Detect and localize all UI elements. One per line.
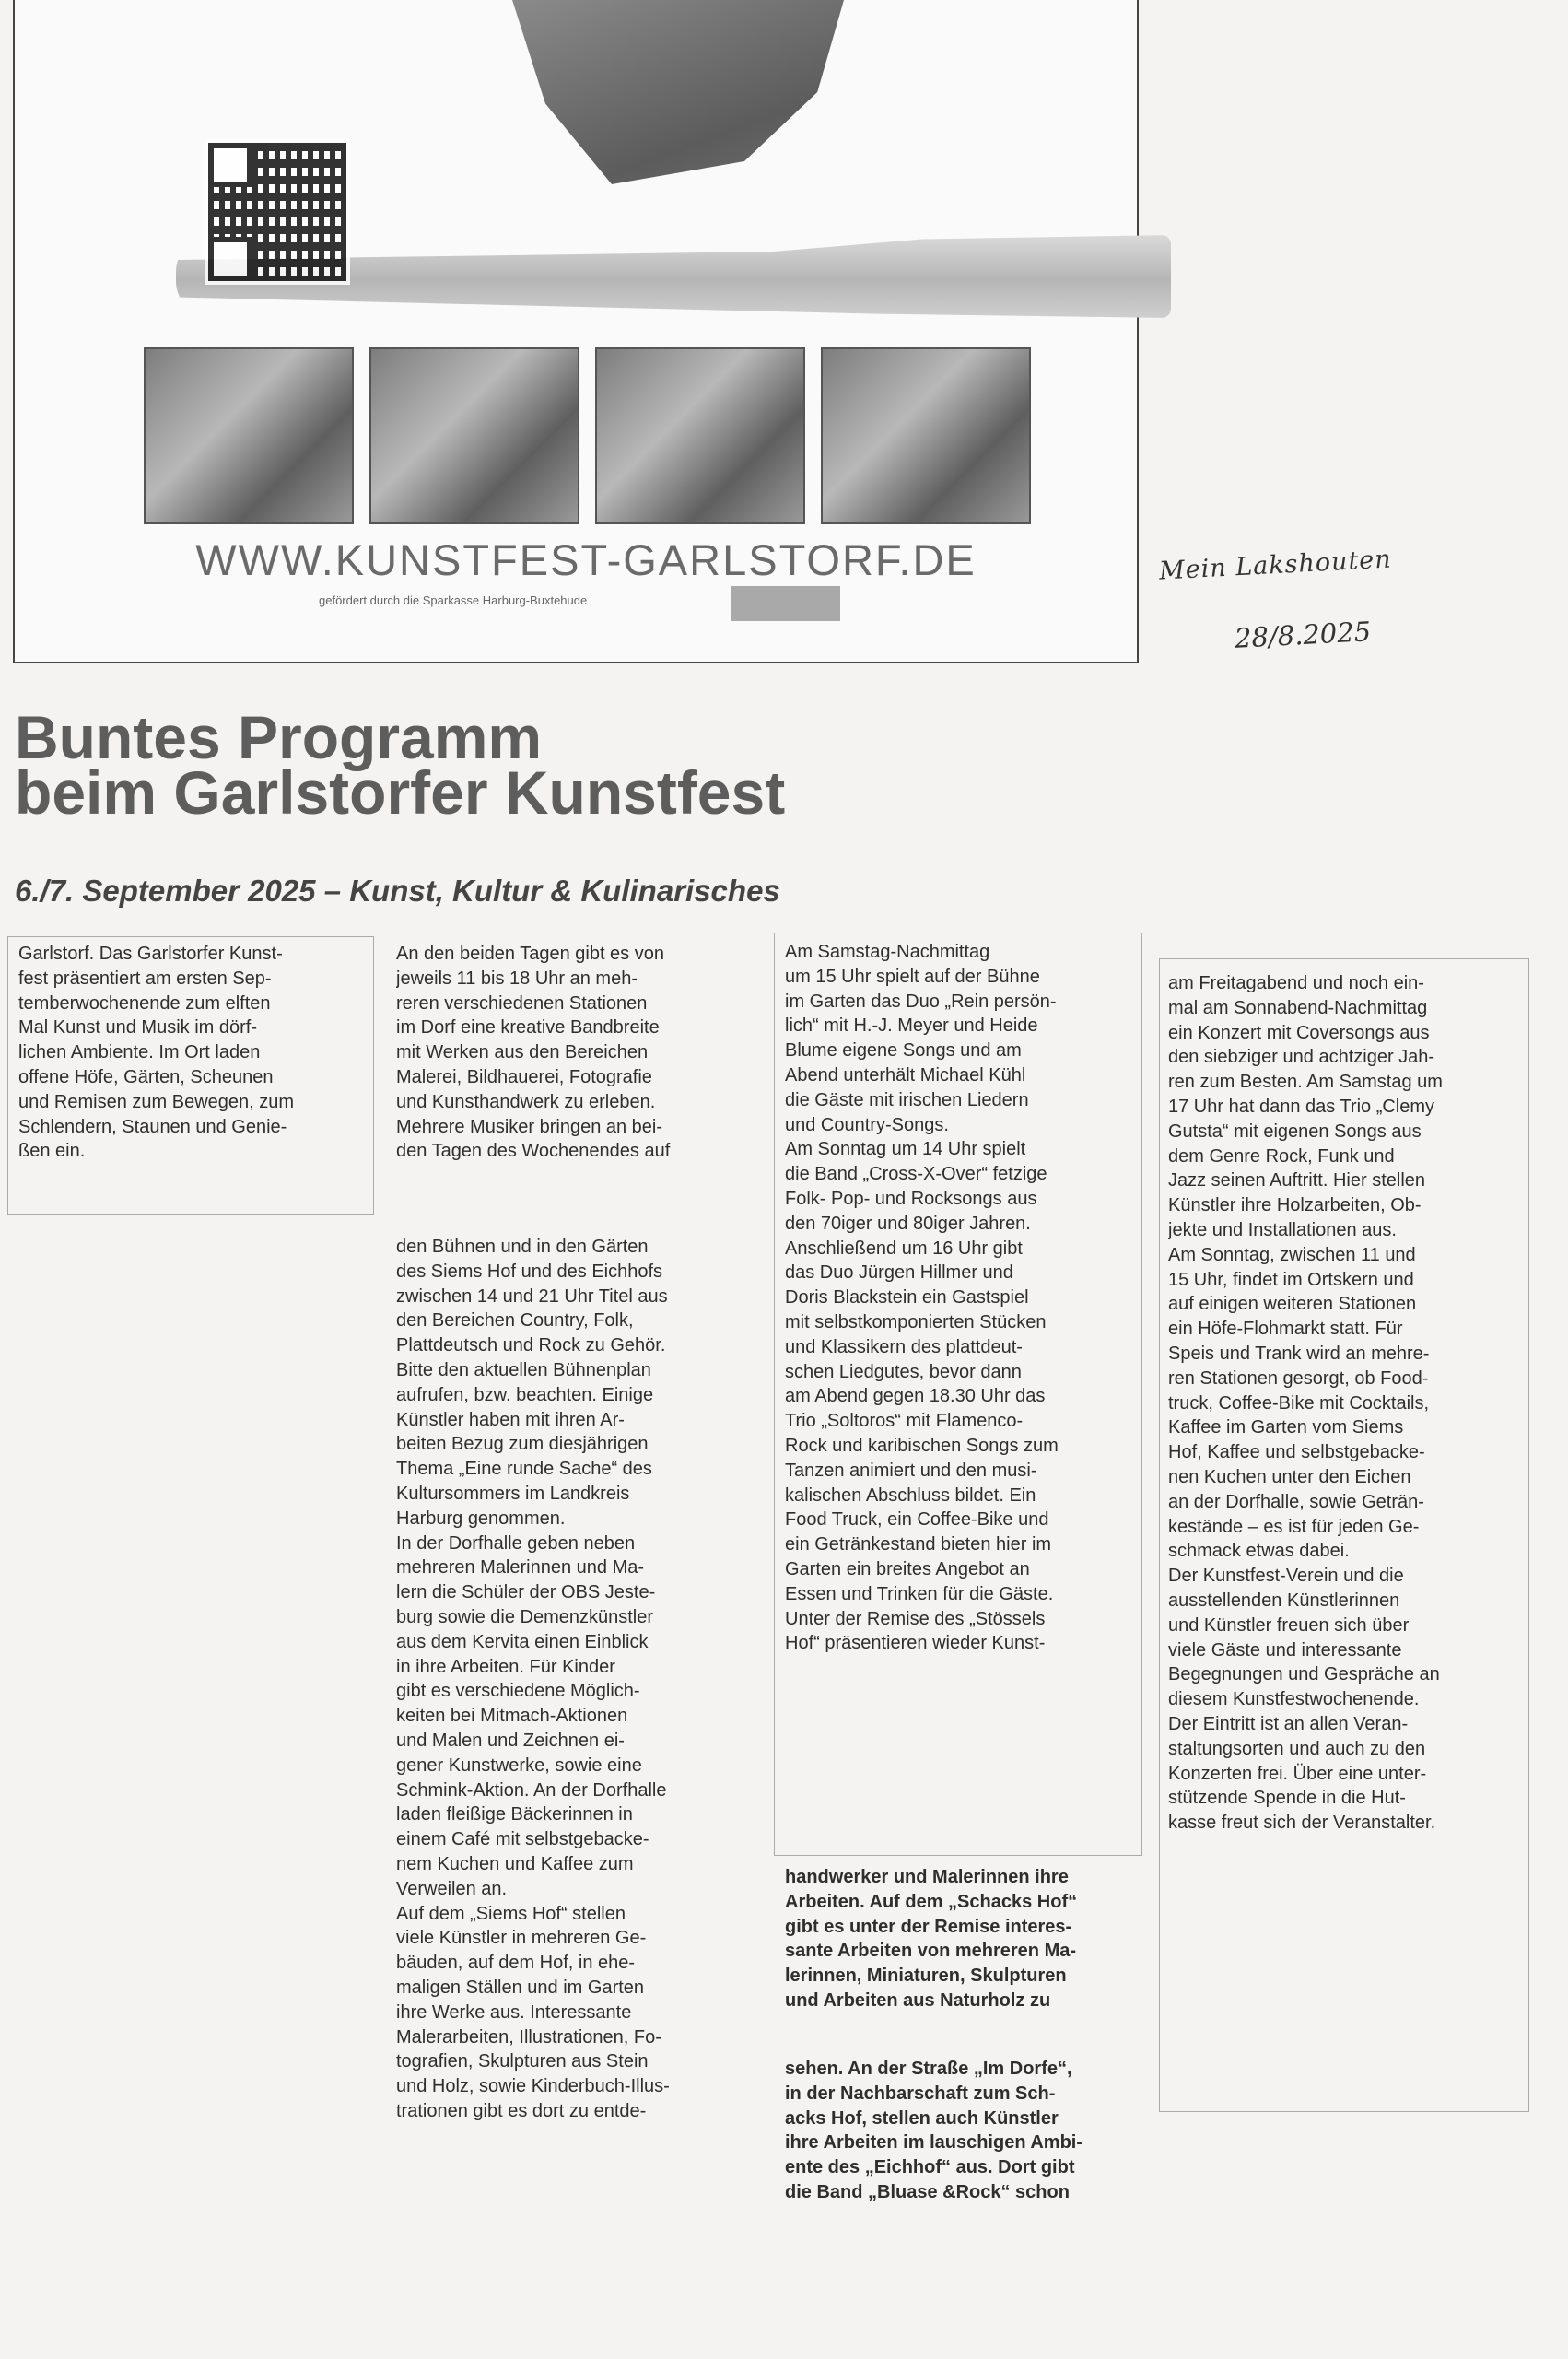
article-column-1: Garlstorf. Das Garlstorfer Kunst- fest präsentiert am ersten Sep- temberwochenende zum elften Mal Kunst und Musik im dörf- lichen Ambiente. Im Ort laden offene Höfe, Gärten, Scheunen und Remisen zum Bewegen, zum Schlendern, Staunen und Genie- ßen ein. xyxy=(18,944,295,1162)
website-url[interactable]: WWW.KUNSTFEST-GARLSTORF.DE xyxy=(195,535,977,584)
article-column-3-middle: handwerker und Malerinnen ihre Arbeiten. Auf dem „Schacks Hof“ gibt es unter der Remise interes- sante Arbeiten von mehreren Ma- lerinnen, Miniaturen, Skulpturen und Arbeiten aus Naturholz zu xyxy=(785,1867,1078,2011)
photo-portrait-painting xyxy=(821,347,1031,524)
sponsor-logo xyxy=(731,586,840,621)
axe-head-image xyxy=(512,0,844,230)
advertisement xyxy=(13,0,1139,663)
headline-line-1: Buntes Programm xyxy=(15,703,543,771)
article-column-2-top: An den beiden Tagen gibt es von jeweils 11 bis 18 Uhr an meh- reren verschiedenen Stationen im Dorf eine kreative Bandbreite mit Werken aus den Bereichen Malerei, Bildhauerei, Fotografie und Kunsthandwerk zu erleben. Mehrere Musiker bringen an bei- den Tagen des Wochenendes auf xyxy=(396,944,671,1162)
article-headline xyxy=(15,703,1028,827)
handwritten-date: 28/8.2025 xyxy=(1234,616,1372,654)
article-column-3-top: Am Samstag-Nachmittag um 15 Uhr spielt auf der Bühne im Garten das Duo „Rein persön- lich“ mit H.-J. Meyer und Heide Blume eigene Songs und am Abend unterhält Michael Kühl die Gäste mit irischen Liedern und Country-Songs. Am Sonntag um 14 Uhr spielt die Band „Cross-X-Over“ fetzige Folk- Pop- und Rocksongs aus den 70iger und 80iger Jahren. Anschließend um 16 Uhr gibt das Duo Jürgen Hillmer und Doris Blackstein ein Gastspiel mit selbstkomponierten Stücken und Klassikern des plattdeut- schen Liedgutes, bevor dann am Abend gegen 18.30 Uhr das Trio „Soltoros“ mit Flamenco- Rock und karibischen Songs zum Tanzen animiert und den musi- kalischen Abschluss bildet. Ein Food Truck, ein Coffee-Bike und ein Getränkestand bieten hier im Garten ein breites Angebot an Essen und Trinken für die Gäste. Unter der Remise des „Stössels Hof“ präsentieren wieder Kunst- xyxy=(785,942,1059,1654)
article-column-2-bottom: den Bühnen und in den Gärten des Siems Hof und des Eichhofs zwischen 14 und 21 Uhr Titel aus den Bereichen Country, Folk, Plattdeutsch und Rock zu Gehör. Bitte den aktuellen Bühnenplan aufrufen, bzw. beachten. Einige Künstler haben mit ihren Ar- beiten Bezug zum diesjährigen Thema „Eine runde Sache“ des Kultursommers im Landkreis Harburg genommen. In der Dorfhalle geben neben mehreren Malerinnen und Ma- lern die Schüler der OBS Jeste- burg sowie die Demenzkünstler aus dem Kervita einen Einblick in ihre Arbeiten. Für Kinder gibt es verschiedene Möglich- keiten bei Mitmach-Aktionen und Malen und Zeichnen ei- gener Kunstwerke, sowie eine Schmink-Aktion. An der Dorfhalle laden fleißige Bäckerinnen in einem Café mit selbstgebacke- nem Kuchen und Kaffee zum Verweilen an. Auf dem „Siems Hof“ stellen viele Künstler in mehreren Ge- bäuden, auf dem Hof, in ehe- maligen Ställen und im Garten ihre Werke aus. Interessante Malerarbeiten, Illustrationen, Fo- tografien, Skulpturen aus Stein und Holz, sowie Kinderbuch-Illus- trationen gibt es dort zu entde- xyxy=(396,1237,670,2121)
article-subheadline: 6./7. September 2025 – Kunst, Kultur & Kulinarisches xyxy=(15,874,780,908)
article-column-3-bottom: sehen. An der Straße „Im Dorfe“, in der Nachbarschaft zum Sch- acks Hof, stellen auch Künstler ihre Arbeiten im lauschigen Ambi- ente des „Eichhof“ aus. Dort gibt die Band „Bluase &Rock“ schon xyxy=(785,2059,1083,2202)
article-column-4: am Freitagabend und noch ein- mal am Sonnabend-Nachmittag ein Konzert mit Coversongs aus den siebziger und achtziger Jah- ren zum Besten. Am Samstag um 17 Uhr hat dann das Trio „Clemy Gutsta“ mit eigenen Songs aus dem Genre Rock, Funk und Jazz seinen Auftritt. Hier stellen Künstler ihre Holzarbeiten, Ob- jekte und Installationen aus. Am Sonntag, zwischen 11 und 15 Uhr, findet im Ortskern und auf einigen weiteren Stationen ein Höfe-Flohmarkt statt. Für Speis und Trank wird an mehre- ren Stationen gesorgt, ob Food- truck, Coffee-Bike mit Cocktails, Kaffee im Garten vom Siems Hof, Kaffee und selbstgebacke- nen Kuchen unter den Eichen an der Dorfhalle, sowie Geträn- kestände – es ist für jeden Ge- schmack etwas dabei. Der Kunstfest-Verein und die ausstellenden Künstlerinnen und Künstler freuen sich über viele Gäste und interessante Begegnungen und Gespräche an diesem Kunstfestwochenende. Der Eintritt ist an allen Veran- staltungsorten und auch zu den Konzerten frei. Über eine unter- stützende Spende in die Hut- kasse freut sich der Veranstalter. xyxy=(1168,973,1443,1834)
headline-line-2: beim Garlstorfer Kunstfest xyxy=(15,758,786,827)
photo-sculpture xyxy=(595,347,805,524)
handwritten-note: Mein Lakshouten xyxy=(1158,545,1393,586)
photo-singer xyxy=(144,347,354,524)
sponsor-line: gefördert durch die Sparkasse Harburg-Buxtehude xyxy=(319,593,588,607)
qr-code[interactable] xyxy=(208,143,346,281)
photo-garden xyxy=(369,347,579,524)
